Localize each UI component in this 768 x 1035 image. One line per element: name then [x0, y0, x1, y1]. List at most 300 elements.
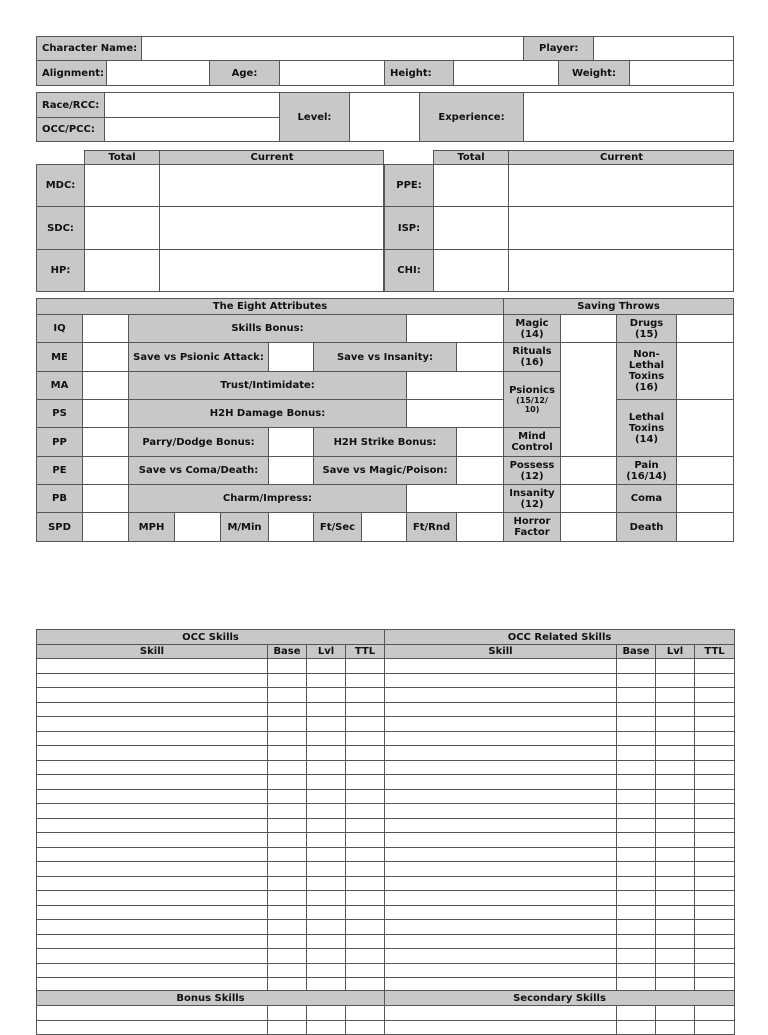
skill-base-cell[interactable] — [268, 746, 307, 761]
skill-lvl-cell[interactable] — [656, 688, 695, 703]
skill-ttl-cell[interactable] — [346, 1020, 385, 1035]
skill-name-cell[interactable] — [37, 1006, 268, 1021]
skills-bonus-label: Skills Bonus: — [231, 323, 304, 334]
attr-spd-label: SPD — [48, 521, 71, 533]
skill-base-cell[interactable] — [268, 688, 307, 703]
skill-base-cell[interactable] — [617, 891, 656, 906]
bonus-skills-table — [36, 990, 385, 1035]
skill-lvl-cell[interactable] — [307, 934, 346, 949]
skill-base-cell[interactable] — [268, 1006, 307, 1021]
skill-lvl-cell[interactable] — [656, 1006, 695, 1021]
weight-field[interactable] — [630, 61, 733, 85]
skill-name-cell[interactable] — [37, 876, 268, 891]
skill-name-cell[interactable] — [385, 789, 617, 804]
ppe-total-field[interactable] — [434, 165, 508, 206]
skill-ttl-cell[interactable] — [695, 876, 735, 891]
skill-ttl-cell[interactable] — [695, 804, 735, 819]
skill-lvl-cell[interactable] — [307, 1020, 346, 1035]
skill-lvl-cell[interactable] — [656, 760, 695, 775]
skill-name-cell[interactable] — [385, 1020, 617, 1035]
mph-label: MPH — [138, 521, 165, 533]
skill-ttl-cell[interactable] — [346, 847, 385, 862]
occ-related-skills-table — [384, 629, 735, 993]
attr-pp-label: PP — [52, 436, 67, 448]
skill-base-cell[interactable] — [268, 673, 307, 688]
skill-row — [385, 949, 735, 964]
save-drugs-label: Drugs (15) — [629, 317, 664, 340]
skill-name-cell[interactable] — [37, 905, 268, 920]
skill-ttl-cell[interactable] — [346, 688, 385, 703]
skill-base-cell[interactable] — [617, 1020, 656, 1035]
col-skill-header: Skill — [37, 645, 268, 659]
skill-lvl-cell[interactable] — [307, 905, 346, 920]
save-insanity-label: Save vs Insanity: — [336, 351, 434, 363]
skill-row — [37, 920, 385, 935]
skill-name-cell[interactable] — [37, 804, 268, 819]
chi-current-field[interactable] — [509, 250, 733, 291]
skill-row — [37, 1020, 385, 1035]
skill-lvl-cell[interactable] — [656, 949, 695, 964]
charm-impress-label: Charm/Impress: — [222, 493, 313, 504]
skill-base-cell[interactable] — [617, 818, 656, 833]
skill-name-cell[interactable] — [385, 949, 617, 964]
skill-ttl-cell[interactable] — [346, 804, 385, 819]
attr-ps-label: PS — [52, 408, 67, 419]
skill-lvl-cell[interactable] — [656, 659, 695, 674]
skill-lvl-cell[interactable] — [656, 862, 695, 877]
skill-base-cell[interactable] — [617, 659, 656, 674]
skill-name-cell[interactable] — [37, 1020, 268, 1035]
skill-lvl-cell[interactable] — [307, 688, 346, 703]
col-base-header: Base — [268, 645, 307, 659]
skill-ttl-cell[interactable] — [346, 1006, 385, 1021]
skill-lvl-cell[interactable] — [656, 963, 695, 978]
col-base-header: Base — [617, 645, 656, 659]
skill-ttl-cell[interactable] — [695, 789, 735, 804]
skill-lvl-cell[interactable] — [307, 760, 346, 775]
divider — [361, 512, 362, 542]
save-nonlethal-label: Non-Lethal Toxins (16) — [628, 349, 665, 393]
attr-ma-label: MA — [50, 380, 69, 391]
skill-row — [37, 847, 385, 862]
skill-row — [385, 920, 735, 935]
skill-name-cell[interactable] — [37, 934, 268, 949]
ft-rnd-label: Ft/Rnd — [412, 521, 451, 533]
skill-ttl-cell[interactable] — [695, 775, 735, 790]
skill-ttl-cell[interactable] — [346, 789, 385, 804]
skill-name-cell[interactable] — [385, 862, 617, 877]
skill-lvl-cell[interactable] — [307, 731, 346, 746]
skill-row — [37, 746, 385, 761]
skill-name-cell[interactable] — [37, 891, 268, 906]
skill-name-cell[interactable] — [385, 963, 617, 978]
skill-row — [385, 673, 735, 688]
skill-name-cell[interactable] — [37, 673, 268, 688]
race-rcc-field[interactable] — [105, 93, 279, 117]
experience-field[interactable] — [524, 93, 733, 141]
hp-current-field[interactable] — [160, 250, 383, 291]
skill-row — [385, 702, 735, 717]
skill-name-cell[interactable] — [385, 905, 617, 920]
divider — [406, 371, 407, 399]
skill-base-cell[interactable] — [617, 702, 656, 717]
skill-base-cell[interactable] — [268, 818, 307, 833]
divider — [676, 314, 677, 542]
skill-name-cell[interactable] — [37, 949, 268, 964]
level-field[interactable] — [350, 93, 419, 141]
skill-lvl-cell[interactable] — [307, 673, 346, 688]
skill-lvl-cell[interactable] — [656, 775, 695, 790]
ppe-current-field[interactable] — [509, 165, 733, 206]
skill-row — [385, 891, 735, 906]
skill-ttl-cell[interactable] — [346, 818, 385, 833]
skill-name-cell[interactable] — [385, 673, 617, 688]
skill-base-cell[interactable] — [617, 789, 656, 804]
ppe-label: PPE: — [396, 180, 422, 191]
psionics-values-text: (15/12/ 10) — [516, 396, 548, 414]
divider — [268, 427, 269, 456]
occ-pcc-label: OCC/PCC: — [42, 124, 95, 135]
skill-name-cell[interactable] — [385, 876, 617, 891]
skill-name-cell[interactable] — [37, 818, 268, 833]
skill-lvl-cell[interactable] — [656, 920, 695, 935]
skill-row — [37, 1006, 385, 1021]
skill-ttl-cell[interactable] — [695, 746, 735, 761]
save-psionic-label: Save vs Psionic Attack: — [133, 351, 264, 363]
hp-total-field[interactable] — [85, 250, 159, 291]
skill-name-cell[interactable] — [37, 659, 268, 674]
skill-base-cell[interactable] — [268, 847, 307, 862]
skill-base-cell[interactable] — [617, 905, 656, 920]
skill-base-cell[interactable] — [268, 789, 307, 804]
skill-base-cell[interactable] — [268, 717, 307, 732]
skill-lvl-cell[interactable] — [307, 804, 346, 819]
skill-name-cell[interactable] — [37, 731, 268, 746]
chi-total-field[interactable] — [434, 250, 508, 291]
skill-row — [37, 673, 385, 688]
skill-name-cell[interactable] — [385, 760, 617, 775]
skill-row — [37, 789, 385, 804]
isp-total-field[interactable] — [434, 207, 508, 249]
occ-related-skills-rows — [385, 659, 735, 993]
occ-skills-rows — [37, 659, 385, 993]
col-skill-header: Skill — [385, 645, 617, 659]
skill-ttl-cell[interactable] — [695, 818, 735, 833]
skill-ttl-cell[interactable] — [346, 659, 385, 674]
skill-lvl-cell[interactable] — [307, 1006, 346, 1021]
skill-row — [385, 717, 735, 732]
skill-name-cell[interactable] — [385, 775, 617, 790]
skill-base-cell[interactable] — [617, 847, 656, 862]
height-label: Height: — [390, 67, 432, 79]
skill-base-cell[interactable] — [268, 833, 307, 848]
skill-lvl-cell[interactable] — [656, 673, 695, 688]
skill-ttl-cell[interactable] — [346, 876, 385, 891]
skill-base-cell[interactable] — [268, 905, 307, 920]
skill-base-cell[interactable] — [268, 891, 307, 906]
skill-base-cell[interactable] — [617, 804, 656, 819]
save-rituals-label: Rituals (16) — [512, 346, 552, 368]
skill-name-cell[interactable] — [385, 891, 617, 906]
sdc-label: SDC: — [47, 222, 74, 234]
skill-row — [385, 862, 735, 877]
occ-related-skills-title: OCC Related Skills — [385, 630, 735, 645]
skill-lvl-cell[interactable] — [307, 876, 346, 891]
skill-lvl-cell[interactable] — [307, 702, 346, 717]
skill-base-cell[interactable] — [617, 731, 656, 746]
skill-row — [37, 905, 385, 920]
skill-name-cell[interactable] — [37, 963, 268, 978]
skill-base-cell[interactable] — [268, 702, 307, 717]
skill-lvl-cell[interactable] — [307, 775, 346, 790]
skill-base-cell[interactable] — [617, 1006, 656, 1021]
skill-ttl-cell[interactable] — [695, 760, 735, 775]
skill-row — [385, 746, 735, 761]
skill-lvl-cell[interactable] — [307, 659, 346, 674]
bonus-skills-title: Bonus Skills — [37, 991, 385, 1006]
skill-base-cell[interactable] — [268, 659, 307, 674]
skill-ttl-cell[interactable] — [695, 833, 735, 848]
skill-name-cell[interactable] — [385, 717, 617, 732]
skill-base-cell[interactable] — [617, 920, 656, 935]
col-lvl-header: Lvl — [656, 645, 695, 659]
skill-lvl-cell[interactable] — [656, 1020, 695, 1035]
skill-base-cell[interactable] — [268, 876, 307, 891]
skill-row — [385, 963, 735, 978]
skill-base-cell[interactable] — [617, 833, 656, 848]
skill-lvl-cell[interactable] — [307, 920, 346, 935]
chi-label: CHI: — [397, 265, 421, 276]
save-magic-label: Save vs Magic/Poison: — [322, 465, 448, 476]
skill-name-cell[interactable] — [385, 934, 617, 949]
skill-ttl-cell[interactable] — [695, 905, 735, 920]
save-horror-label: Horror Factor — [513, 516, 551, 538]
skill-name-cell[interactable] — [37, 833, 268, 848]
skill-lvl-cell[interactable] — [307, 789, 346, 804]
skill-base-cell[interactable] — [268, 934, 307, 949]
skill-row — [37, 818, 385, 833]
skill-ttl-cell[interactable] — [695, 731, 735, 746]
save-mind-control-label: Mind Control — [511, 431, 553, 453]
player-field[interactable] — [594, 37, 733, 60]
skill-name-cell[interactable] — [37, 920, 268, 935]
skill-row — [385, 1020, 735, 1035]
skill-lvl-cell[interactable] — [656, 804, 695, 819]
skill-base-cell[interactable] — [617, 949, 656, 964]
skill-base-cell[interactable] — [617, 934, 656, 949]
total-header: Total — [457, 152, 485, 163]
mdc-current-field[interactable] — [160, 165, 383, 206]
skill-base-cell[interactable] — [617, 673, 656, 688]
height-field[interactable] — [454, 61, 558, 85]
save-coma-throw-label: Coma — [630, 493, 663, 504]
skill-row — [385, 760, 735, 775]
skill-name-cell[interactable] — [385, 746, 617, 761]
skill-base-cell[interactable] — [268, 949, 307, 964]
skill-ttl-cell[interactable] — [695, 920, 735, 935]
skill-ttl-cell[interactable] — [346, 746, 385, 761]
attr-pb-label: PB — [52, 493, 67, 504]
skill-base-cell[interactable] — [268, 920, 307, 935]
skill-ttl-cell[interactable] — [695, 847, 735, 862]
hp-label: HP: — [50, 265, 71, 276]
secondary-skills-table — [384, 990, 735, 1035]
skill-ttl-cell[interactable] — [695, 717, 735, 732]
skill-base-cell[interactable] — [268, 775, 307, 790]
h2h-damage-label: H2H Damage Bonus: — [209, 408, 326, 419]
skill-ttl-cell[interactable] — [695, 673, 735, 688]
skill-lvl-cell[interactable] — [307, 963, 346, 978]
skill-base-cell[interactable] — [617, 688, 656, 703]
skill-lvl-cell[interactable] — [307, 949, 346, 964]
skill-name-cell[interactable] — [385, 1006, 617, 1021]
total-header: Total — [108, 152, 136, 163]
skill-ttl-cell[interactable] — [346, 862, 385, 877]
skill-lvl-cell[interactable] — [307, 862, 346, 877]
skill-name-cell[interactable] — [385, 920, 617, 935]
skill-base-cell[interactable] — [268, 760, 307, 775]
skill-base-cell[interactable] — [617, 876, 656, 891]
skill-lvl-cell[interactable] — [307, 833, 346, 848]
skill-ttl-cell[interactable] — [695, 862, 735, 877]
parry-dodge-label: Parry/Dodge Bonus: — [142, 436, 255, 448]
skill-name-cell[interactable] — [37, 775, 268, 790]
skill-name-cell[interactable] — [385, 702, 617, 717]
skill-base-cell[interactable] — [268, 862, 307, 877]
skill-row — [385, 1006, 735, 1021]
skill-ttl-cell[interactable] — [695, 1006, 735, 1021]
skill-ttl-cell[interactable] — [695, 1020, 735, 1035]
skill-lvl-cell[interactable] — [307, 847, 346, 862]
skill-name-cell[interactable] — [385, 804, 617, 819]
skill-ttl-cell[interactable] — [346, 673, 385, 688]
bonus-skills-rows — [37, 1006, 385, 1035]
skill-ttl-cell[interactable] — [346, 949, 385, 964]
skill-lvl-cell[interactable] — [307, 717, 346, 732]
sdc-total-field[interactable] — [85, 207, 159, 249]
skill-base-cell[interactable] — [268, 1020, 307, 1035]
skill-name-cell[interactable] — [37, 717, 268, 732]
skill-base-cell[interactable] — [617, 760, 656, 775]
eight-attributes-title: The Eight Attributes — [212, 301, 328, 312]
skill-lvl-cell[interactable] — [656, 934, 695, 949]
alignment-label: Alignment: — [42, 67, 104, 79]
age-field[interactable] — [280, 61, 384, 85]
race-rcc-label: Race/RCC: — [42, 99, 100, 111]
col-lvl-header: Lvl — [307, 645, 346, 659]
skill-ttl-cell[interactable] — [346, 833, 385, 848]
skill-ttl-cell[interactable] — [695, 963, 735, 978]
current-header: Current — [599, 152, 643, 163]
skill-row — [385, 688, 735, 703]
occ-skills-title: OCC Skills — [37, 630, 385, 645]
skill-lvl-cell[interactable] — [656, 746, 695, 761]
skill-lvl-cell[interactable] — [656, 876, 695, 891]
skill-ttl-cell[interactable] — [346, 934, 385, 949]
skill-name-cell[interactable] — [385, 731, 617, 746]
divider — [456, 456, 457, 484]
skill-ttl-cell[interactable] — [346, 717, 385, 732]
skill-base-cell[interactable] — [617, 963, 656, 978]
skill-ttl-cell[interactable] — [346, 702, 385, 717]
skill-lvl-cell[interactable] — [656, 731, 695, 746]
skill-ttl-cell[interactable] — [346, 905, 385, 920]
skill-base-cell[interactable] — [617, 717, 656, 732]
skill-ttl-cell[interactable] — [695, 891, 735, 906]
skill-ttl-cell[interactable] — [346, 920, 385, 935]
skill-ttl-cell[interactable] — [695, 659, 735, 674]
divider — [268, 456, 269, 484]
skill-lvl-cell[interactable] — [307, 818, 346, 833]
isp-label: ISP: — [397, 222, 421, 234]
character-name-label: Character Name: — [42, 43, 138, 54]
skill-lvl-cell[interactable] — [307, 891, 346, 906]
skill-name-cell[interactable] — [385, 659, 617, 674]
skill-ttl-cell[interactable] — [346, 775, 385, 790]
skill-lvl-cell[interactable] — [656, 702, 695, 717]
skill-lvl-cell[interactable] — [656, 789, 695, 804]
skill-ttl-cell[interactable] — [346, 760, 385, 775]
skill-name-cell[interactable] — [385, 688, 617, 703]
skill-row — [37, 775, 385, 790]
sdc-current-field[interactable] — [160, 207, 383, 249]
occ-skills-table — [36, 629, 385, 993]
skill-name-cell[interactable] — [385, 818, 617, 833]
skill-lvl-cell[interactable] — [307, 746, 346, 761]
skill-row — [385, 847, 735, 862]
skill-row — [37, 731, 385, 746]
skill-ttl-cell[interactable] — [695, 949, 735, 964]
skill-lvl-cell[interactable] — [656, 833, 695, 848]
skill-lvl-cell[interactable] — [656, 818, 695, 833]
skill-ttl-cell[interactable] — [346, 731, 385, 746]
skill-base-cell[interactable] — [617, 775, 656, 790]
skill-lvl-cell[interactable] — [656, 717, 695, 732]
skill-name-cell[interactable] — [37, 760, 268, 775]
skill-name-cell[interactable] — [37, 688, 268, 703]
alignment-field[interactable] — [107, 61, 209, 85]
skill-base-cell[interactable] — [268, 804, 307, 819]
isp-current-field[interactable] — [509, 207, 733, 249]
skill-name-cell[interactable] — [37, 847, 268, 862]
skill-name-cell[interactable] — [37, 746, 268, 761]
skill-ttl-cell[interactable] — [346, 891, 385, 906]
skill-name-cell[interactable] — [385, 847, 617, 862]
mdc-total-field[interactable] — [85, 165, 159, 206]
skill-base-cell[interactable] — [268, 963, 307, 978]
skill-base-cell[interactable] — [268, 731, 307, 746]
secondary-skills-title: Secondary Skills — [385, 991, 735, 1006]
skill-ttl-cell[interactable] — [346, 963, 385, 978]
character-name-field[interactable] — [142, 37, 523, 60]
attr-me-label: ME — [51, 351, 68, 363]
skill-lvl-cell[interactable] — [656, 847, 695, 862]
skill-lvl-cell[interactable] — [656, 891, 695, 906]
skill-ttl-cell[interactable] — [695, 702, 735, 717]
skill-name-cell[interactable] — [37, 702, 268, 717]
skill-ttl-cell[interactable] — [695, 688, 735, 703]
skill-name-cell[interactable] — [385, 833, 617, 848]
skill-base-cell[interactable] — [617, 862, 656, 877]
skill-name-cell[interactable] — [37, 862, 268, 877]
divider — [456, 427, 457, 456]
skill-ttl-cell[interactable] — [695, 934, 735, 949]
skill-lvl-cell[interactable] — [656, 905, 695, 920]
occ-pcc-field[interactable] — [105, 118, 279, 141]
secondary-skills-rows — [385, 1006, 735, 1035]
skill-name-cell[interactable] — [37, 789, 268, 804]
skill-base-cell[interactable] — [617, 746, 656, 761]
